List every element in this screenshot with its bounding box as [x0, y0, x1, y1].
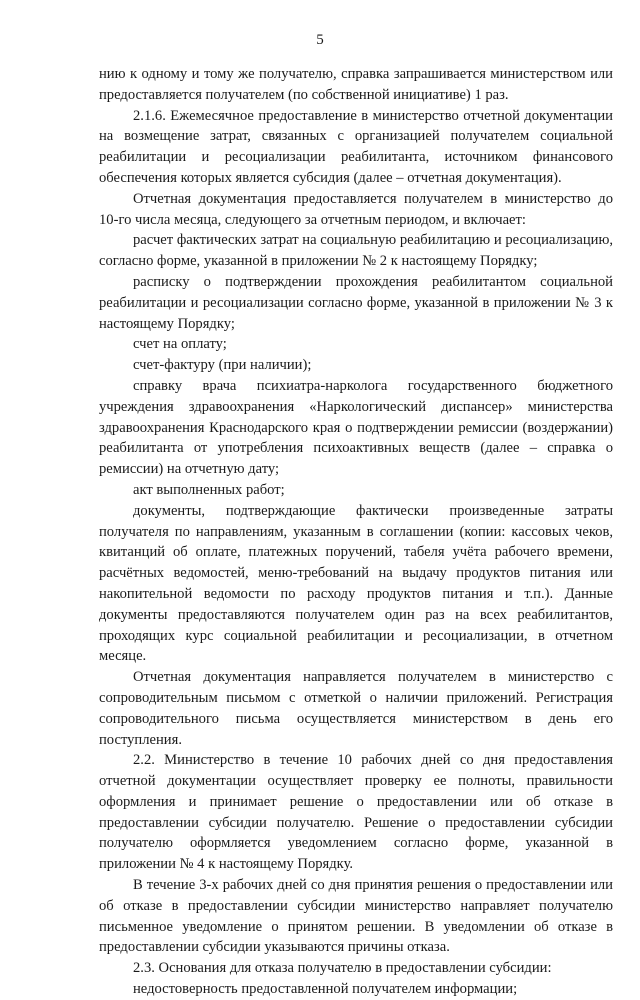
paragraph: 2.1.6. Ежемесячное предоставление в министерство отчетной документации на возмещение затрат, связанных с организацией получателем социальной реабилитации и ресоциализации реабилитанта, источником финансового обеспечения которых является субсидия (далее – отчетная документация).	[99, 107, 613, 186]
paragraph: Отчетная документация направляется получателем в министерство с сопроводительным письмом с отметкой о наличии приложений. Регистрация сопроводительного письма осуществляется министерством в день его поступления.	[99, 669, 613, 748]
paragraph: расписку о подтверждении прохождения реабилитантом социальной реабилитации и ресоциализации согласно форме, указанной в приложении № 3 к настоящему Порядку;	[99, 273, 613, 332]
document-body	[99, 64, 613, 1000]
paragraph: счет-фактуру (при наличии);	[133, 357, 312, 374]
paragraph: акт выполненных работ;	[133, 481, 285, 498]
paragraph: В течение 3-х рабочих дней со дня принятия решения о предоставлении или об отказе в предоставлении субсидии министерство направляет получателю письменное уведомление о принятом решении. В уведомлении об отказе в предоставлении субсидии указываются причины отказа.	[99, 877, 613, 956]
paragraph: расчет фактических затрат на социальную реабилитацию и ресоциализацию, согласно форме, указанной в приложении № 2 к настоящему Порядку;	[99, 232, 613, 270]
paragraph: 2.3. Основания для отказа получателю в предоставлении субсидии:	[133, 960, 552, 977]
paragraph: 2.2. Министерство в течение 10 рабочих дней со дня предоставления отчетной документации осуществляет проверку ее полноты, правильности оформления и принимает решение о предоставлении или об отказе в предоставлении субсидии получателю. Решение о предоставлении субсидии получателю оформляется уведомлением согласно форме, указанной в приложении № 4 к настоящему Порядку.	[99, 752, 613, 873]
paragraph: документы, подтверждающие фактически произведенные затраты получателя по направлениям, указанным в соглашении (копии: кассовых чеков, квитанций об оплате, платежных поручений, табеля учёта рабочего времени, расчётных ведомостей, меню-требований на выдачу продуктов питания или накопительной ведомости по расходу продуктов питания и т.п.). Данные документы предоставляются получателем один раз на всех реабилитантов, проходящих курс социальной реабилитации и ресоциализации, в отчетном месяце.	[99, 502, 613, 665]
paragraph: счет на оплату;	[133, 336, 227, 353]
paragraph: недостоверность предоставленной получателем информации;	[133, 981, 518, 998]
paragraph: справку врача психиатра-нарколога государственного бюджетного учреждения здравоохранения «Наркологический диспансер» министерства здравоохранения Краснодарского края о подтверждении ремиссии (воздержании) реабилитанта от употребления психоактивных веществ (далее – справка о ремиссии) на отчетную дату;	[99, 377, 613, 478]
paragraph: нию к одному и тому же получателю, справка запрашивается министерством или предоставляется получателем (по собственной инициативе) 1 раз.	[99, 66, 613, 103]
page-number: 5	[316, 32, 324, 48]
paragraph: Отчетная документация предоставляется получателем в министерство до 10-го числа месяца, следующего за отчетным периодом, и включает:	[99, 190, 613, 228]
